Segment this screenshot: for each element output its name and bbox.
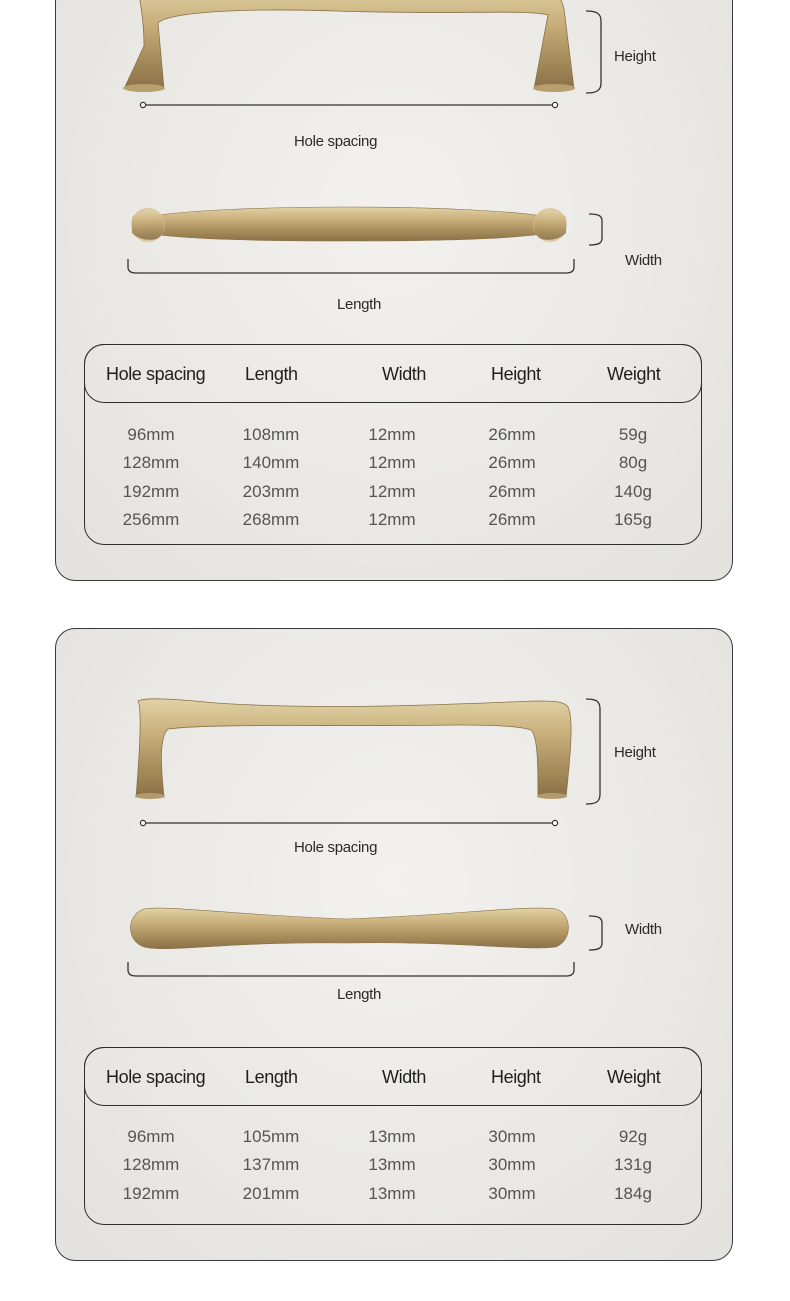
cell-length: 105mm	[242, 1127, 300, 1146]
cell-length: 140mm	[242, 453, 300, 472]
cell-weight: 59g	[618, 425, 648, 444]
cell-hole-spacing: 96mm	[127, 1127, 175, 1146]
cell-weight: 131g	[614, 1155, 652, 1174]
cell-hole-spacing: 192mm	[122, 1184, 180, 1203]
cell-hole-spacing: 128mm	[122, 453, 180, 472]
cell-length: 203mm	[242, 482, 300, 501]
spec-table-header	[84, 344, 702, 403]
handle-side-view	[123, 0, 575, 92]
cell-weight: 165g	[614, 510, 652, 529]
header-weight: Weight	[607, 1067, 661, 1087]
header-height: Height	[491, 1067, 541, 1087]
header-hole-spacing: Hole spacing	[106, 1067, 206, 1087]
cell-width: 13mm	[368, 1155, 416, 1174]
cell-height: 26mm	[488, 453, 536, 472]
table-row	[85, 453, 701, 477]
table-row	[85, 510, 701, 534]
spec-table-header	[84, 1047, 702, 1106]
cell-height: 26mm	[488, 482, 536, 501]
height-bracket	[586, 699, 600, 804]
cell-hole-spacing: 128mm	[122, 1155, 180, 1174]
handle-top-view	[131, 207, 567, 242]
hole-spacing-line	[140, 820, 557, 825]
cell-width: 13mm	[368, 1184, 416, 1203]
cell-length: 137mm	[242, 1155, 300, 1174]
cell-height: 30mm	[488, 1155, 536, 1174]
header-height: Height	[491, 364, 541, 384]
cell-width: 13mm	[368, 1127, 416, 1146]
header-width: Width	[382, 364, 427, 384]
height-label: Height	[614, 744, 656, 761]
cell-width: 12mm	[368, 425, 416, 444]
header-length: Length	[245, 1067, 298, 1087]
table-row	[85, 482, 701, 506]
product-card-2	[55, 628, 733, 1261]
cell-height: 30mm	[488, 1184, 536, 1203]
cell-weight: 80g	[618, 453, 648, 472]
spec-table-1	[84, 344, 702, 545]
cell-height: 26mm	[488, 510, 536, 529]
cell-weight: 184g	[614, 1184, 652, 1203]
handle-top-view	[131, 908, 569, 949]
spec-table-2	[84, 1047, 702, 1225]
cell-weight: 140g	[614, 482, 652, 501]
header-hole-spacing: Hole spacing	[106, 364, 206, 384]
width-bracket	[589, 916, 602, 950]
length-label: Length	[337, 296, 382, 313]
length-label: Length	[337, 986, 382, 1003]
length-bracket	[128, 962, 574, 976]
header-weight: Weight	[607, 364, 661, 384]
table-row	[85, 1127, 701, 1151]
table-row	[85, 425, 701, 449]
cell-hole-spacing: 256mm	[122, 510, 180, 529]
product-card-1	[55, 0, 733, 581]
cell-hole-spacing: 96mm	[127, 425, 175, 444]
width-label: Width	[625, 252, 662, 269]
header-length: Length	[245, 364, 298, 384]
cell-weight: 92g	[618, 1127, 648, 1146]
table-row	[85, 1184, 701, 1208]
height-label: Height	[614, 48, 656, 65]
hole-spacing-label: Hole spacing	[294, 133, 378, 150]
table-row	[85, 1155, 701, 1179]
cell-height: 30mm	[488, 1127, 536, 1146]
length-bracket	[128, 259, 574, 273]
cell-width: 12mm	[368, 482, 416, 501]
cell-length: 201mm	[242, 1184, 300, 1203]
cell-width: 12mm	[368, 510, 416, 529]
height-bracket	[586, 11, 601, 93]
cell-height: 26mm	[488, 425, 536, 444]
handle-side-view	[135, 699, 571, 799]
cell-width: 12mm	[368, 453, 416, 472]
cell-length: 268mm	[242, 510, 300, 529]
hole-spacing-line	[140, 102, 557, 107]
width-label: Width	[625, 921, 662, 938]
width-bracket	[589, 214, 602, 245]
header-width: Width	[382, 1067, 427, 1087]
cell-hole-spacing: 192mm	[122, 482, 180, 501]
hole-spacing-label: Hole spacing	[294, 839, 378, 856]
cell-length: 108mm	[242, 425, 300, 444]
